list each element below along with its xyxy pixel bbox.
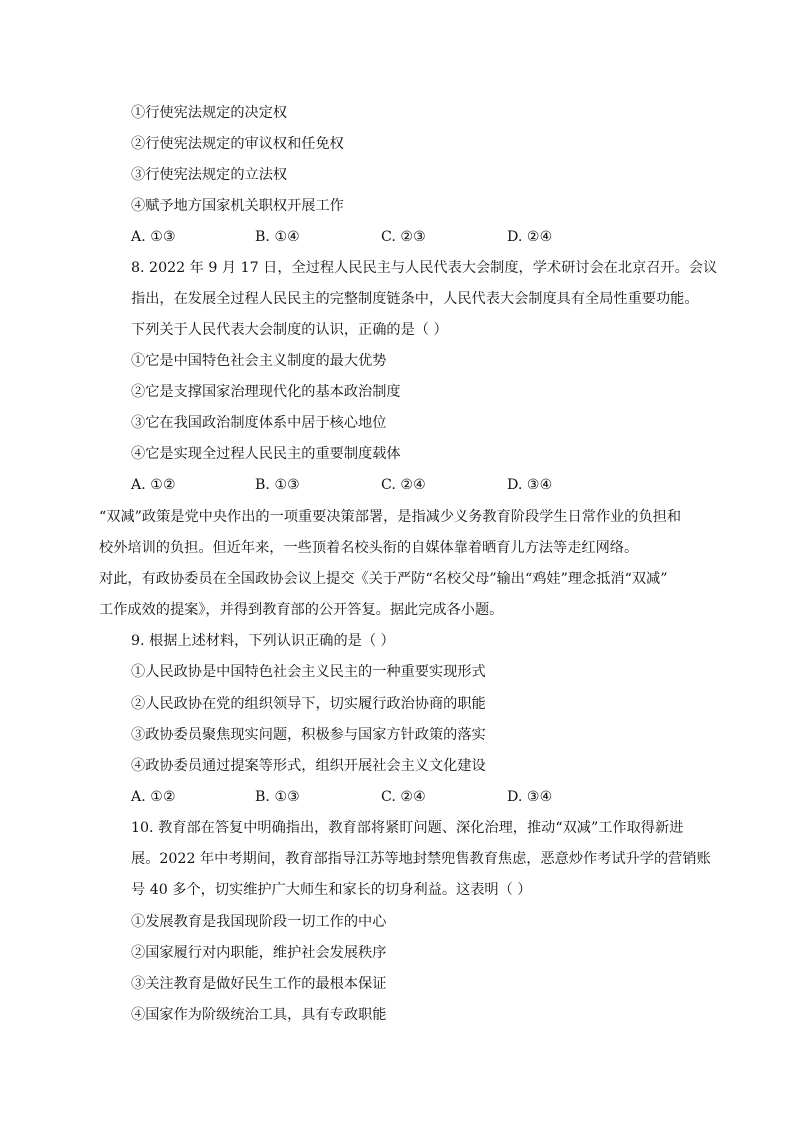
material-line-1: “双减”政策是党中央作出的一项重要决策部署，是指减少义务教育阶段学生日常作业的负担和	[99, 509, 682, 525]
q7-statement-4: ④赋予地方国家机关职权开展工作	[131, 198, 344, 214]
q7-option-c[interactable]: C. ②③	[381, 229, 426, 245]
q8-option-c[interactable]: C. ②④	[381, 477, 426, 493]
q7-option-a[interactable]: A. ①③	[131, 229, 176, 245]
q7-option-b[interactable]: B. ①④	[255, 229, 300, 245]
q8-option-b[interactable]: B. ①③	[255, 477, 300, 493]
q8-option-a[interactable]: A. ①②	[131, 477, 176, 493]
material-line-2: 校外培训的负担。但近年来，一些顶着名校头衔的自媒体靠着晒育儿方法等走红网络。	[99, 540, 639, 556]
q8-statement-3: ③它在我国政治制度体系中居于核心地位	[131, 415, 387, 431]
q10-statement-1: ①发展教育是我国现阶段一切工作的中心	[131, 914, 387, 930]
q8-statement-4: ④它是实现全过程人民民主的重要制度载体	[131, 446, 401, 462]
q9-statement-4: ④政协委员通过提案等形式，组织开展社会主义文化建设	[131, 758, 486, 774]
q8-statement-1: ①它是中国特色社会主义制度的最大优势	[131, 353, 387, 369]
q8-stem-line-1: 8. 2022 年 9 月 17 日，全过程人民民主与人民代表大会制度，学术研讨会在北京召开。会议	[131, 260, 718, 276]
q8-stem-line-2: 指出，在发展全过程人民民主的完整制度链条中，人民代表大会制度具有全局性重要功能。	[131, 291, 699, 307]
q9-statement-2: ②人民政协在党的组织领导下，切实履行政治协商的职能	[131, 696, 486, 712]
q10-statement-3: ③关注教育是做好民生工作的最根本保证	[131, 976, 387, 992]
q9-statement-1: ①人民政协是中国特色社会主义民主的一种重要实现形式	[131, 664, 486, 680]
q7-statement-2: ②行使宪法规定的审议权和任免权	[131, 136, 344, 152]
q10-stem-line-2: 展。2022 年中考期间，教育部指导江苏等地封禁兜售教育焦虑，恶意炒作考试升学的营销账	[131, 851, 711, 867]
q9-stem: 9. 根据上述材料，下列认识正确的是（ ）	[131, 633, 395, 649]
q7-statement-1: ①行使宪法规定的决定权	[131, 105, 288, 121]
q7-statement-3: ③行使宪法规定的立法权	[131, 167, 288, 183]
q10-statement-4: ④国家作为阶级统治工具，具有专政职能	[131, 1007, 387, 1023]
q7-option-d[interactable]: D. ②④	[507, 229, 553, 245]
q8-options	[131, 475, 611, 495]
q8-stem-line-3: 下列关于人民代表大会制度的认识，正确的是（ ）	[131, 322, 448, 338]
q7-options	[131, 227, 611, 247]
q9-option-d[interactable]: D. ③④	[507, 789, 553, 805]
q8-statement-2: ②它是支撑国家治理现代化的基本政治制度	[131, 384, 401, 400]
q9-statement-3: ③政协委员聚焦现实问题，积极参与国家方针政策的落实	[131, 727, 486, 743]
q9-options	[131, 787, 611, 807]
q10-statement-2: ②国家履行对内职能，维护社会发展秩序	[131, 945, 387, 961]
material-line-3: 对此，有政协委员在全国政协会议上提交《关于严防“名校父母”输出“鸡娃”理念抵消“双减”	[99, 571, 668, 587]
q10-stem-line-3: 号 40 多个，切实维护广大师生和家长的切身利益。这表明（ ）	[131, 882, 532, 898]
q10-stem-line-1: 10. 教育部在答复中明确指出，教育部将紧盯问题、深化治理，推动“双减”工作取得新进	[131, 820, 684, 836]
q9-option-b[interactable]: B. ①③	[255, 789, 300, 805]
material-line-4: 工作成效的提案》，并得到教育部的公开答复。据此完成各小题。	[99, 602, 504, 618]
q9-option-a[interactable]: A. ①②	[131, 789, 176, 805]
q8-option-d[interactable]: D. ③④	[507, 477, 553, 493]
q9-option-c[interactable]: C. ②④	[381, 789, 426, 805]
